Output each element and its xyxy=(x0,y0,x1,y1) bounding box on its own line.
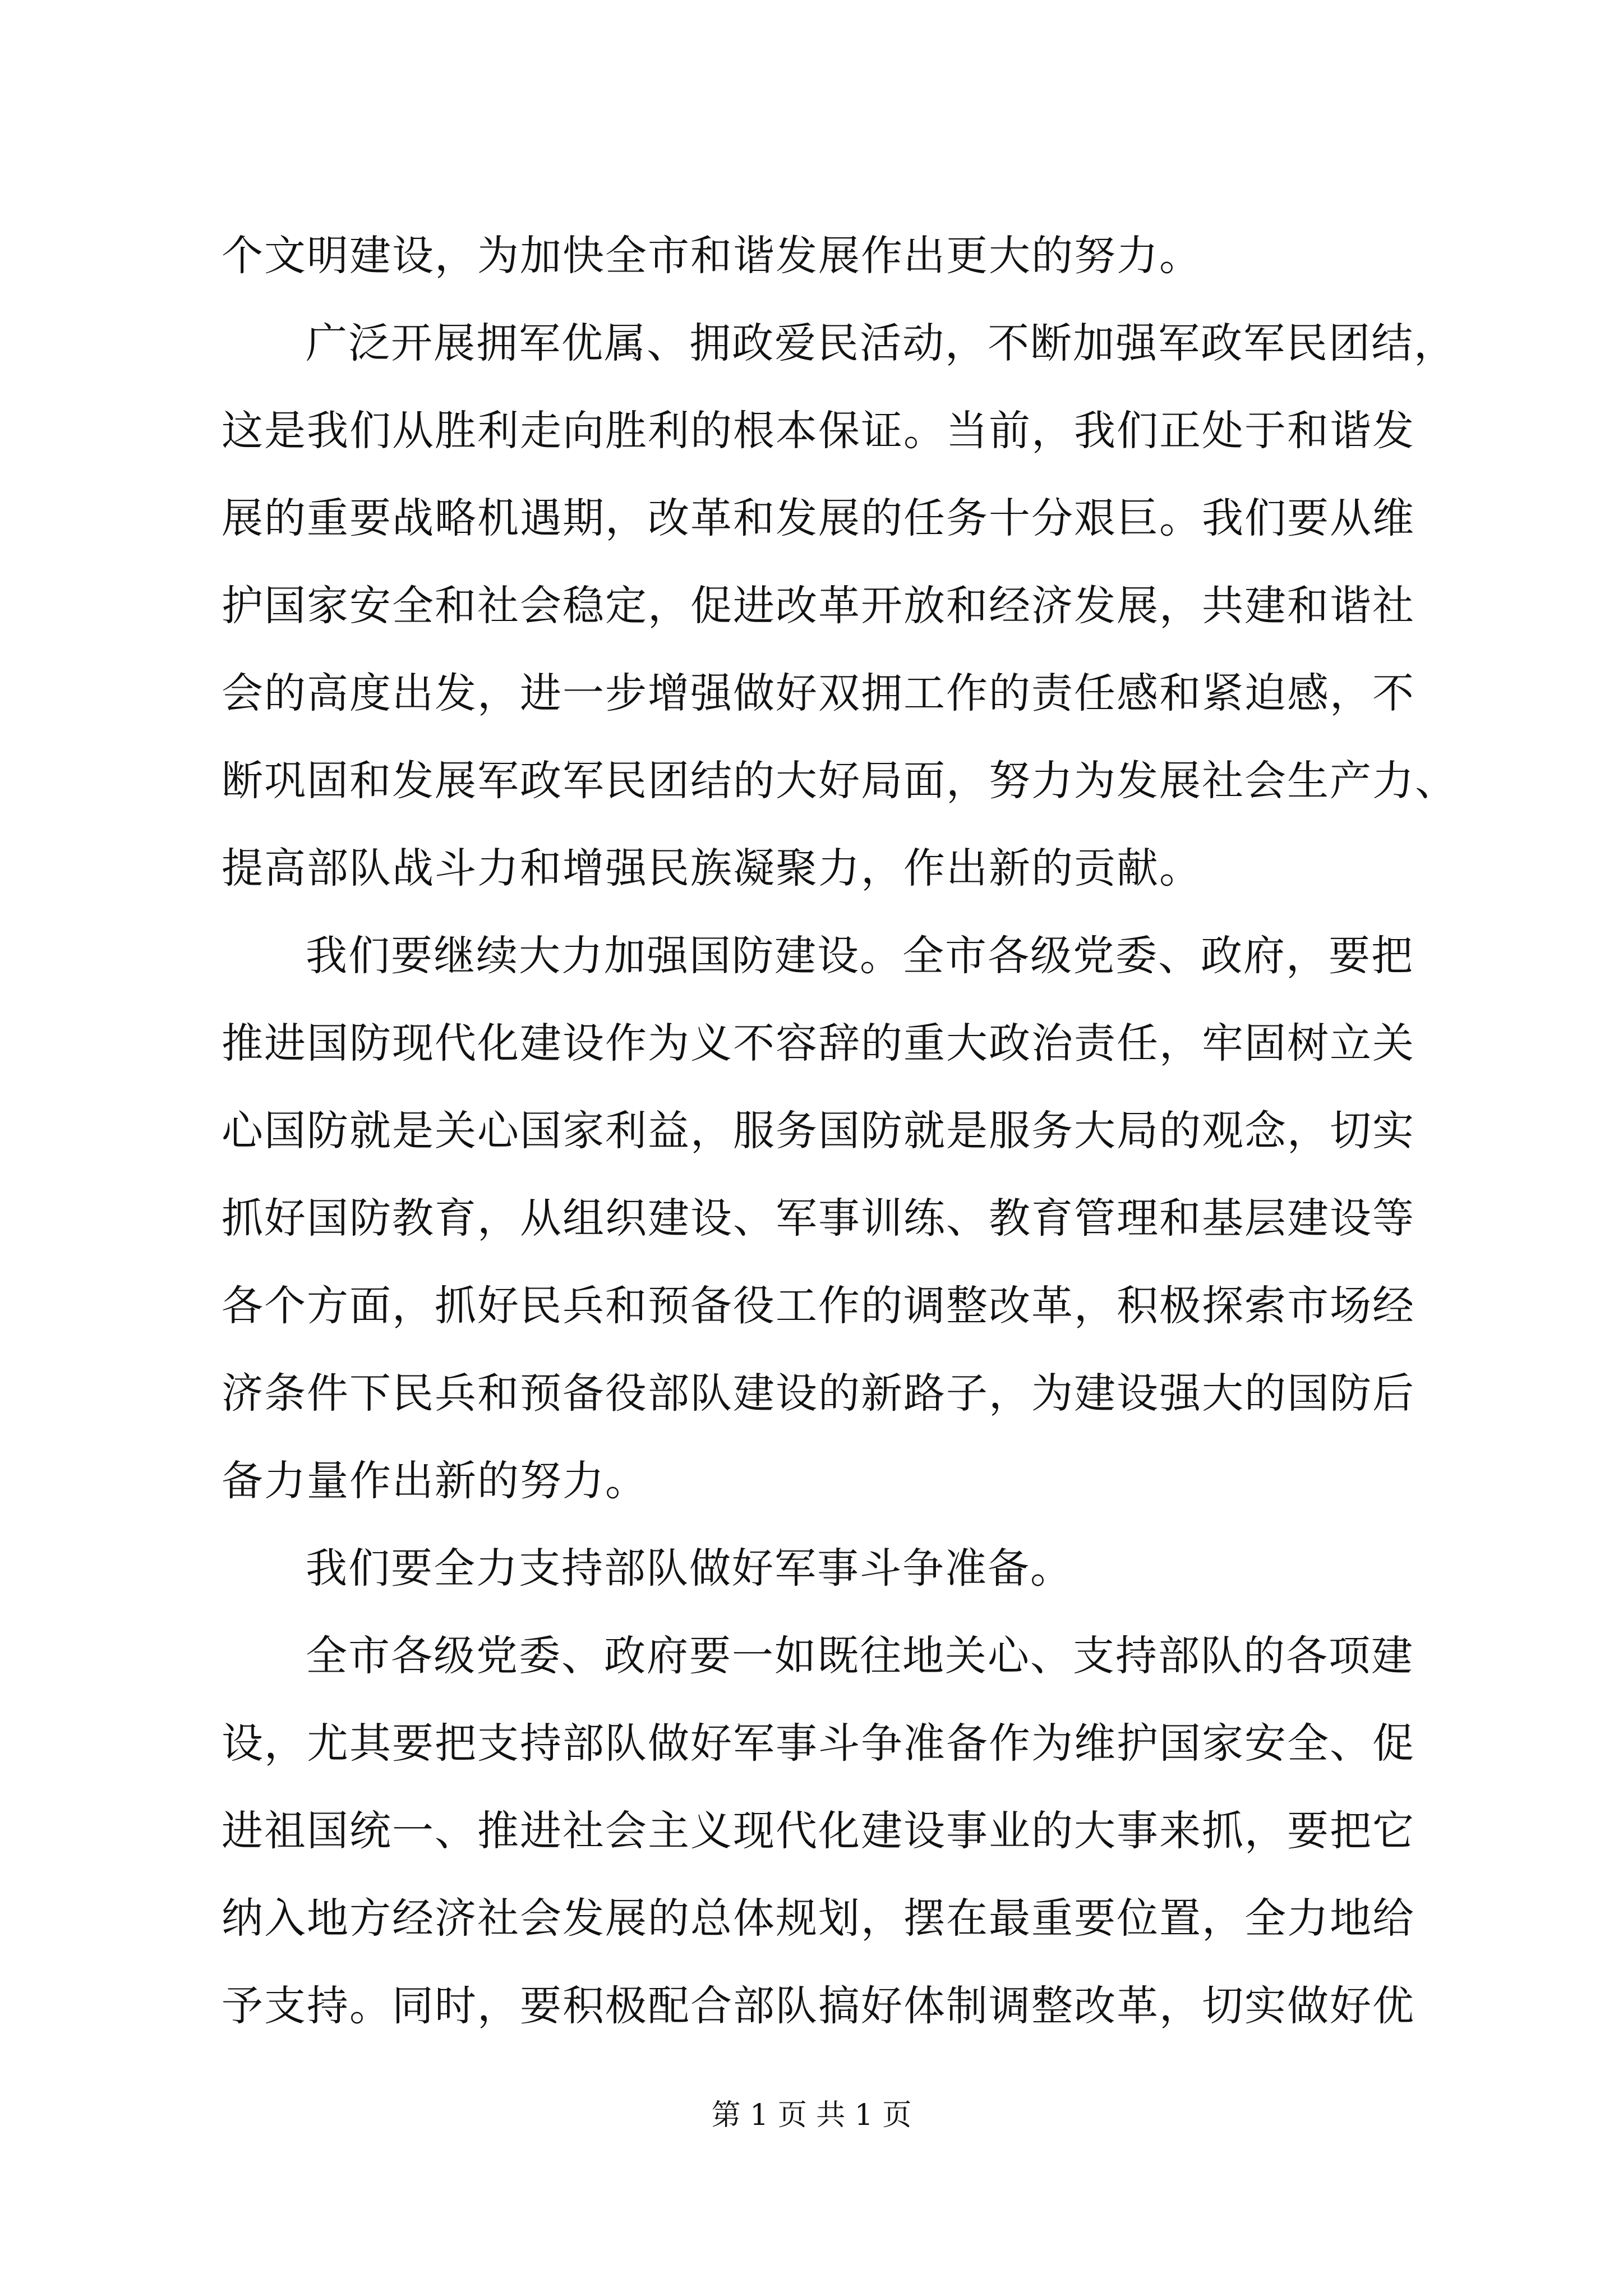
text-line: 断巩固和发展军政军民团结的大好局面，努力为发展社会生产力、 xyxy=(222,757,1458,805)
text-line: 全市各级党委、政府要一如既往地关心、支持部队的各项建 xyxy=(306,1632,1414,1680)
text-line: 护国家安全和社会稳定，促进改革开放和经济发展，共建和谐社 xyxy=(222,582,1415,630)
text-line: 予支持。同时，要积极配合部队搞好体制调整改革，切实做好优 xyxy=(222,1982,1415,2030)
text-line: 进祖国统一、推进社会主义现代化建设事业的大事来抓，要把它 xyxy=(222,1807,1415,1855)
page-number: 第 1 页 共 1 页 xyxy=(711,2099,912,2132)
text-line: 济条件下民兵和预备役部队建设的新路子，为建设强大的国防后 xyxy=(222,1369,1415,1418)
text-line: 设，尤其要把支持部队做好军事斗争准备作为维护国家安全、促 xyxy=(222,1719,1415,1768)
text-line: 展的重要战略机遇期，改革和发展的任务十分艰巨。我们要从维 xyxy=(222,494,1415,542)
text-line: 我们要继续大力加强国防建设。全市各级党委、政府，要把 xyxy=(306,932,1414,980)
text-line: 我们要全力支持部队做好军事斗争准备。 xyxy=(306,1544,1073,1593)
text-line: 各个方面，抓好民兵和预备役工作的调整改革，积极探索市场经 xyxy=(222,1282,1415,1330)
document-body xyxy=(222,212,1458,2050)
text-line: 纳入地方经济社会发展的总体规划，摆在最重要位置，全力地给 xyxy=(222,1894,1415,1943)
text-line: 广泛开展拥军优属、拥政爱民活动，不断加强军政军民团结， xyxy=(306,319,1456,367)
text-line: 会的高度出发，进一步增强做好双拥工作的责任感和紧迫感，不 xyxy=(222,669,1415,717)
text-line: 备力量作出新的努力。 xyxy=(222,1457,648,1505)
text-line: 提高部队战斗力和增强民族凝聚力，作出新的贡献。 xyxy=(222,844,1202,892)
text-line: 推进国防现代化建设作为义不容辞的重大政治责任，牢固树立关 xyxy=(222,1019,1415,1068)
text-line: 个文明建设，为加快全市和谐发展作出更大的努力。 xyxy=(222,232,1202,280)
page-footer xyxy=(0,2096,1623,2135)
text-line: 心国防就是关心国家利益，服务国防就是服务大局的观念，切实 xyxy=(222,1107,1415,1155)
text-line: 这是我们从胜利走向胜利的根本保证。当前，我们正处于和谐发 xyxy=(222,407,1415,455)
text-line: 抓好国防教育，从组织建设、军事训练、教育管理和基层建设等 xyxy=(222,1194,1415,1243)
